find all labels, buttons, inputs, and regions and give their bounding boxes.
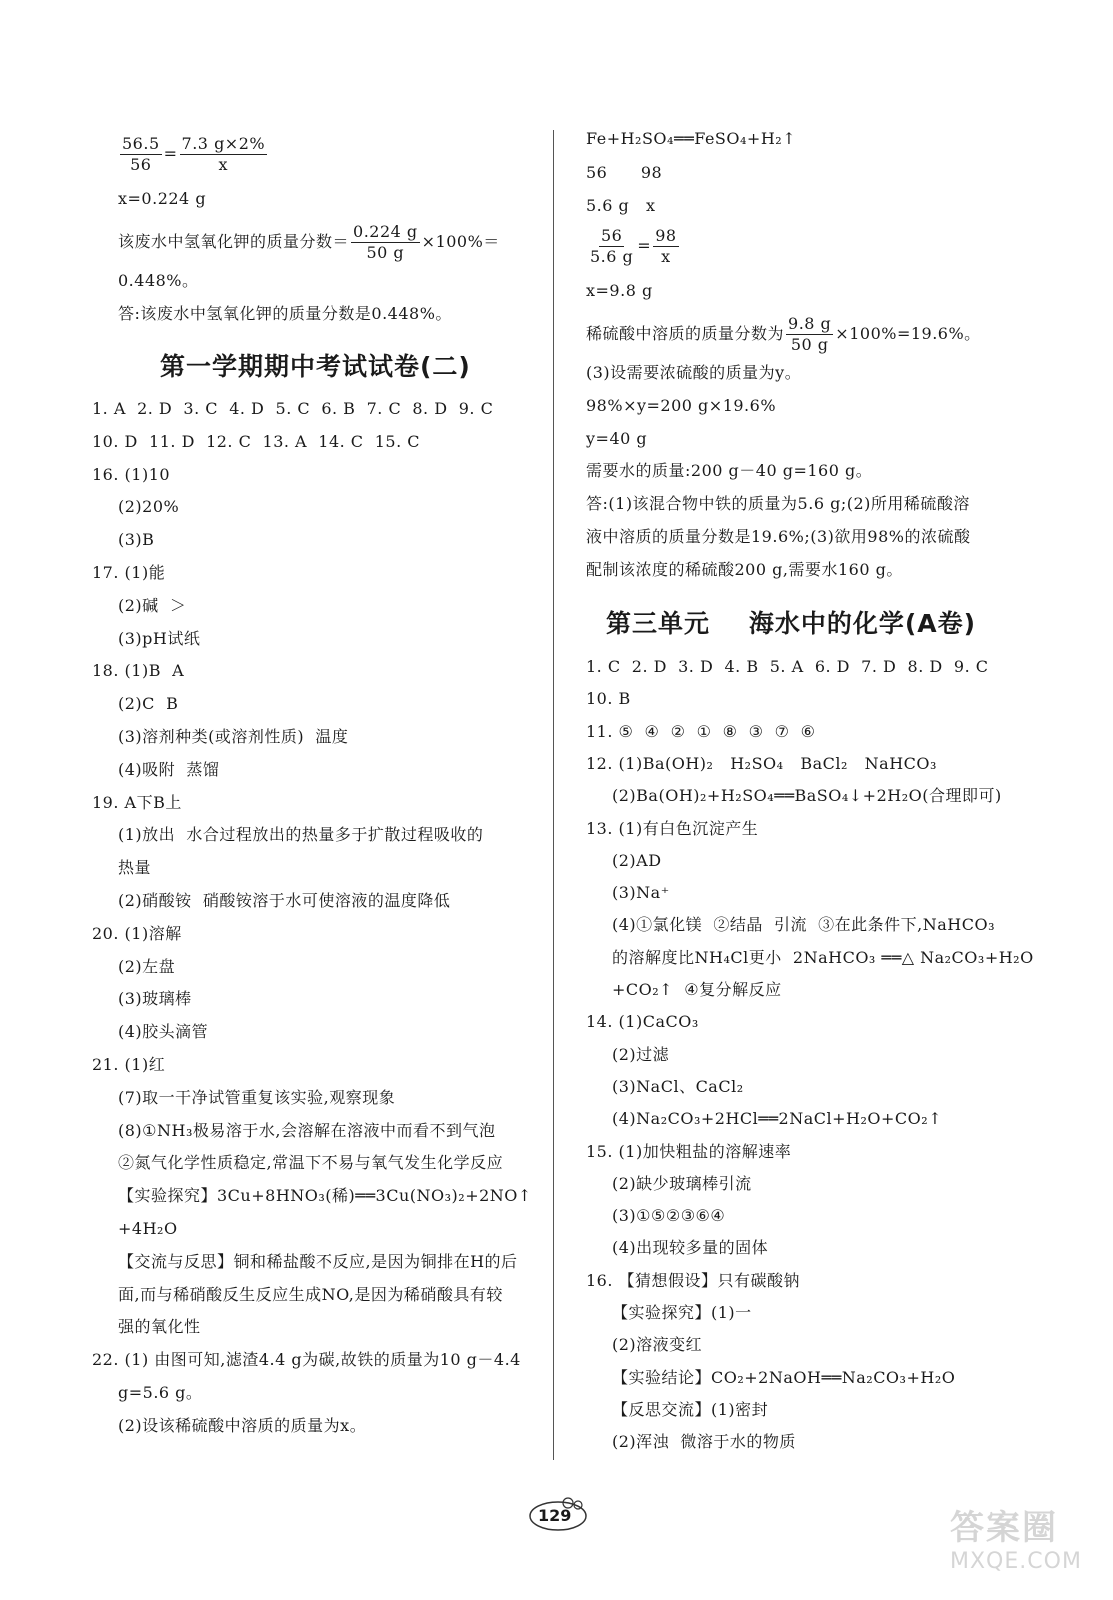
text-line: 的溶解度比NH₄Cl更小 2NaHCO₃ ══△ Na₂CO₃+H₂O [612,947,1034,967]
text-line: 配制该浓度的稀硫酸200 g,需要水160 g。 [586,559,903,579]
text-line: (2)AD [612,850,662,870]
text-line: (4)①氯化镁 ②结晶 引流 ③在此条件下,NaHCO₃ [612,915,996,935]
section-heading: 第三单元 海水中的化学(A卷) [606,609,977,638]
text-line: 21. (1)红 [92,1055,166,1074]
text-line: 13. (1)有白色沉淀产生 [586,818,759,838]
text-line: (2)碱 ＞ [118,595,187,615]
text-line: 面,而与稀硝酸反生反应生成NO,是因为稀硝酸具有较 [118,1284,503,1304]
text-line: x=0.224 g [118,189,207,208]
text-line: 液中溶质的质量分数是19.6%;(3)欲用98%的浓硫酸 [586,527,971,546]
text-line: 15. (1)加快粗盐的溶解速率 [586,1141,792,1161]
text-line: 1. A 2. D 3. C 4. D 5. C 6. B 7. C 8. D 9. C [92,399,494,418]
text-line: 答:该废水中氢氧化钾的质量分数是0.448%。 [118,304,452,323]
text-line: +CO₂↑ ④复分解反应 [612,980,782,999]
text-line: Fe+H₂SO₄══FeSO₄+H₂↑ [586,129,797,148]
text-line: 【交流与反思】铜和稀盐酸不反应,是因为铜排在H的后 [118,1251,518,1271]
text-line: (2)溶液变红 [612,1335,703,1355]
page-number-badge [524,1496,594,1532]
text-line: (2)C B [118,694,179,714]
text-line: (1)放出 水合过程放出的热量多于扩散过程吸收的 [118,825,484,845]
text-line: (2)20% [118,497,180,517]
text-line: 17. (1)能 [92,563,166,582]
text-line: (2)左盘 [118,956,176,976]
section-heading: 第一学期期中考试试卷(二) [160,352,471,381]
text-line: (3)玻璃棒 [118,989,192,1009]
text-line: (3)设需要浓硫酸的质量为y。 [586,363,802,382]
text-line: 强的氧化性 [118,1317,201,1337]
text-line: 16. (1)10 [92,464,171,484]
ratio-line: 稀硫酸中溶质的质量分数为 $\frac{9.8 g}{50 g}$ ×100%=19.6%。 [586,314,981,354]
text-line: (3)Na⁺ [612,883,670,903]
text-line: (2)过滤 [612,1044,670,1064]
text-line: 56 98 [586,163,663,182]
text-line: (3)①⑤②③⑥④ [612,1206,726,1226]
text-line: (4)出现较多量的固体 [612,1238,769,1258]
text-line: 10. D 11. D 12. C 13. A 14. C 15. C [92,431,420,451]
text-line: 20. (1)溶解 [92,923,182,943]
text-line: (2)设该稀硫酸中溶质的质量为x。 [118,1415,367,1435]
text-line: (3)NaCl、CaCl₂ [612,1076,744,1096]
text-line: 14. (1)CaCO₃ [586,1012,699,1032]
text-line: 98%×y=200 g×19.6% [586,395,777,415]
text-line: g=5.6 g。 [118,1383,203,1402]
text-line: x=9.8 g [586,281,653,300]
text-line: 22. (1) 由图可知,滤渣4.4 g为碳,故铁的质量为10 g－4.4 [92,1350,521,1370]
text-line: (3)pH试纸 [118,628,201,648]
text-line: (2)Ba(OH)₂+H₂SO₄══BaSO₄↓+2H₂O(合理即可) [612,786,1002,806]
text-line: (3)溶剂种类(或溶剂性质) 温度 [118,727,349,746]
watermark-logo: 答案圈 MXQE.COM [950,1508,1082,1574]
text-line: ②氮气化学性质稳定,常温下不易与氧气发生化学反应 [118,1153,504,1173]
page-number: 129 [538,1506,572,1525]
text-line: 【实验结论】CO₂+2NaOH══Na₂CO₃+H₂O [612,1367,956,1387]
text-line: 【实验探究】(1)一 [612,1303,752,1322]
column-divider [553,130,554,1460]
text-line: +4H₂O [118,1219,178,1238]
text-line: 1. C 2. D 3. D 4. B 5. A 6. D 7. D 8. D 9. C [586,657,989,676]
text-line: (2)缺少玻璃棒引流 [612,1173,752,1193]
text-line: 18. (1)B A [92,661,185,681]
ratio-line: 该废水中氢氧化钾的质量分数＝ $\frac{0.224 g}{50 g}$ ×100%＝ [118,222,500,262]
equation-fraction: $\frac{56.5}{56}$ = $\frac{7.3 g\times 2\%}{x}$ [122,134,266,174]
text-line: 【反思交流】(1)密封 [612,1399,769,1419]
equation-fraction: $\frac{56}{5.6 g}$ = $\frac{98}{x}$ [590,226,677,266]
text-line: 12. (1)Ba(OH)₂ H₂SO₄ BaCl₂ NaHCO₃ [586,753,937,773]
text-line: 0.448%。 [118,271,199,290]
text-line: 需要水的质量:200 g－40 g=160 g。 [586,461,873,481]
text-line: (2)浑浊 微溶于水的物质 [612,1432,796,1452]
text-line: 16. 【猜想假设】只有碳酸钠 [586,1270,801,1290]
text-line: 10. B [586,689,631,709]
text-line: 【实验探究】3Cu+8HNO₃(稀)══3Cu(NO₃)₂+2NO↑ [118,1186,532,1206]
text-line: 热量 [118,858,152,878]
text-line: (4)吸附 蒸馏 [118,759,220,779]
text-line: (2)硝酸铵 硝酸铵溶于水可使溶液的温度降低 [118,891,451,910]
text-line: 答:(1)该混合物中铁的质量为5.6 g;(2)所用稀硫酸溶 [586,494,970,514]
text-line: (7)取一干净试管重复该实验,观察现象 [118,1087,396,1107]
text-line: 19. A下B上 [92,792,182,812]
text-line: 11. ⑤ ④ ② ① ⑧ ③ ⑦ ⑥ [586,721,816,741]
text-line: (3)B [118,530,155,550]
text-line: (8)①NH₃极易溶于水,会溶解在溶液中而看不到气泡 [118,1120,496,1140]
text-line: y=40 g [586,428,648,448]
text-line: (4)胶头滴管 [118,1022,209,1042]
text-line: 5.6 g x [586,196,656,215]
text-line: (4)Na₂CO₃+2HCl══2NaCl+H₂O+CO₂↑ [612,1109,943,1129]
